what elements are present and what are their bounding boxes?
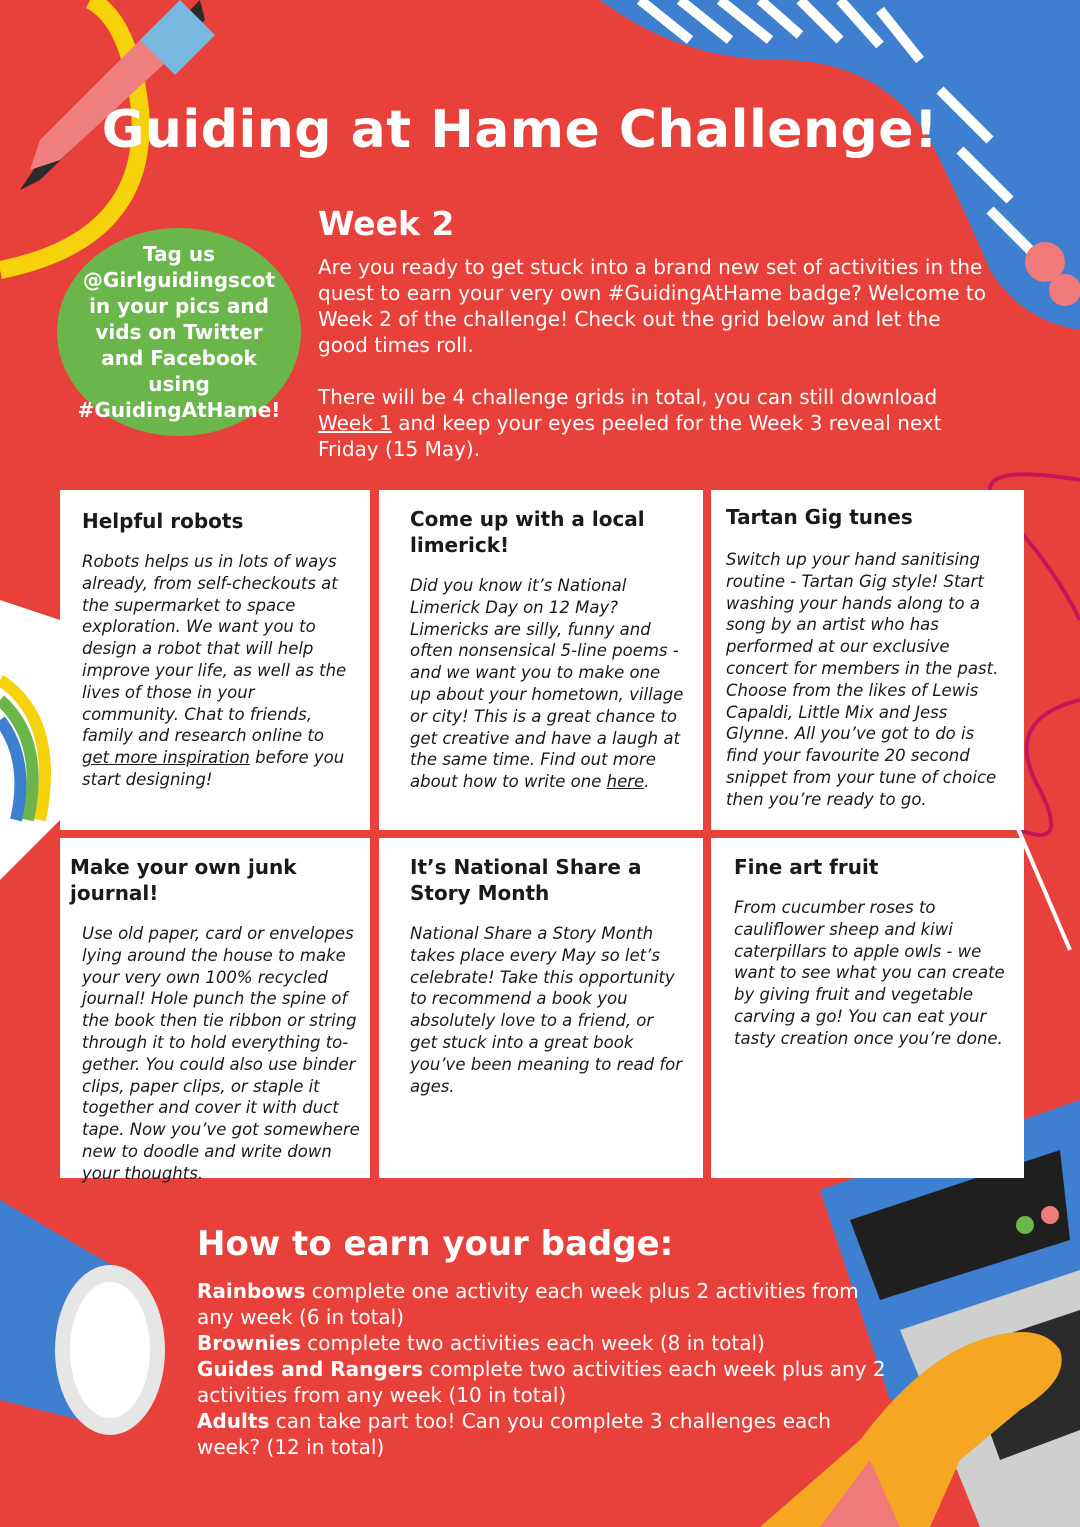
limerick-here-link[interactable]: here — [606, 772, 645, 792]
rule-group: Adults — [197, 1409, 270, 1433]
card-body-text: before you start designing! — [82, 748, 345, 789]
tag-us-badge — [57, 228, 301, 436]
activity-card-junk-journal — [60, 838, 370, 1183]
card-title: It’s National Share a Story Month — [410, 855, 642, 905]
card-body: Switch up your hand sanitising routine - Tartan Gig style! Start washing your hands along to a song by an artist who has performed at our exclusive concert for members in the past. Choose from the likes of Lewis Capaldi, Little Mix and Jess Glynne. All you’ve got to do is find your favourite 20 second snippet from your tune of choice then you’re ready to go. — [726, 550, 999, 809]
intro-text-part: and keep your eyes peeled for the Week 3 reveal next Friday (15 May). — [318, 411, 942, 461]
card-body: National Share a Story Month takes place every May so let’s celebrate! Take this opportunity to recommend a book you absolutely love to a friend, or get stuck into a great book you’ve been meaning to read for ages. — [410, 924, 683, 1096]
card-body: From cucumber roses to cauliflower sheep and kiwi caterpillars to apple owls - we want to see what you can create by giving fruit and vegetable carving a go! You can eat your tasty creation once you’re done. — [734, 898, 1005, 1048]
card-body — [410, 575, 685, 793]
week1-link[interactable]: Week 1 — [318, 411, 392, 435]
rule-text: complete one activity each week plus 2 activities from any week (6 in total) — [197, 1279, 859, 1329]
card-title: Make your own junk journal! — [70, 855, 297, 905]
intro-text-part: There will be 4 challenge grids in total, you can still download — [318, 385, 938, 409]
card-title: Helpful robots — [82, 509, 244, 533]
glue-stick-icon — [0, 1200, 165, 1435]
earn-badge-section — [197, 1224, 897, 1460]
activity-card-helpful-robots — [60, 490, 370, 830]
intro-text — [318, 254, 988, 488]
earn-rule — [197, 1356, 897, 1408]
earn-rule — [197, 1408, 897, 1460]
activity-card-fine-art-fruit — [711, 838, 1024, 1178]
activity-card-share-a-story — [379, 838, 703, 1178]
rule-text: complete two activities each week (8 in total) — [307, 1331, 765, 1355]
card-body: Use old paper, card or envelopes lying around the house to make your very own 100% recycled journal! Hole punch the spine of the book then tie ribbon or string through it to hold everything to-gether. You could also use binder clips, paper clips, or staple it together and cover it with duct tape. Now you’ve got somewhere new to doodle and write down your thoughts. — [82, 924, 360, 1183]
rule-group: Brownies — [197, 1331, 301, 1355]
page-title: Guiding at Hame Challenge! — [101, 100, 939, 160]
card-body-text: Robots helps us in lots of ways already, from self-checkouts at the supermarket to space exploration. We want you to design a robot that will help improve your life, as well as the lives of those in your community. Chat to friends, family and research online to — [82, 552, 347, 746]
thread-shape — [1020, 700, 1080, 835]
earn-heading: How to earn your badge: — [197, 1224, 674, 1264]
card-title: Come up with a local limerick! — [410, 507, 645, 557]
intro-paragraph: Are you ready to get stuck into a brand new set of activities in the quest to earn your very own #GuidingAtHame badge? Welcome to Week 2 of the challenge! Check out the grid below and let the good times roll. — [318, 255, 986, 357]
rainbow-shape — [0, 600, 60, 880]
button-dot-shape — [1049, 274, 1080, 306]
intro-paragraph — [318, 384, 988, 462]
activity-card-tartan-gig — [711, 490, 1024, 830]
card-title: Tartan Gig tunes — [726, 505, 913, 529]
activity-card-limerick — [379, 490, 703, 830]
inspiration-link[interactable]: get more inspiration — [82, 748, 250, 768]
card-body-text: Did you know it’s National Limerick Day on 12 May? Limericks are silly, funny and often nonsensical 5-line poems - and we want you to make one up about your hometown, village or city! This is a great chance to get creative and have a laugh at the same time. Find out more about how to write one — [410, 576, 684, 792]
card-title: Fine art fruit — [734, 855, 879, 879]
card-body-text: . — [644, 772, 650, 792]
rule-group: Rainbows — [197, 1279, 306, 1303]
earn-rule — [197, 1278, 897, 1330]
rule-group: Guides and Rangers — [197, 1357, 424, 1381]
rule-text: complete two activities each week plus any 2 activities from any week (10 in total) — [197, 1357, 886, 1407]
card-body — [82, 551, 354, 791]
earn-rule — [197, 1330, 897, 1356]
rule-text: can take part too! Can you complete 3 challenges each week? (12 in total) — [197, 1409, 831, 1459]
tag-us-text: Tag us @Girlguidingscot in your pics and vids on Twitter and Facebook using #GuidingAtHame! — [77, 242, 281, 422]
week-heading: Week 2 — [318, 204, 455, 243]
